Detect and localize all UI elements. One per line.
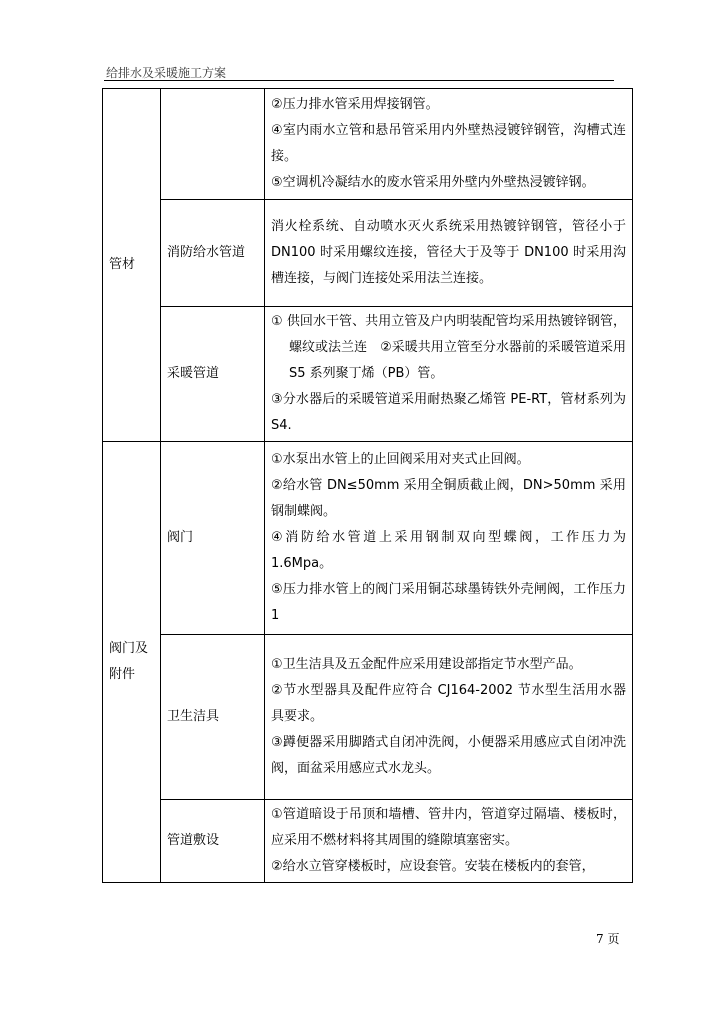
table-row	[103, 800, 633, 883]
content-cell	[265, 307, 633, 442]
content-cell	[265, 800, 633, 883]
category-cell-valves	[103, 442, 161, 883]
category-label: 管材	[109, 257, 136, 272]
content-paragraph: ③蹲便器采用脚踏式自闭冲洗阀，小便器采用感应式自闭冲洗阀，面盆采用感应式水龙头。	[271, 735, 626, 776]
content-paragraph: ③分水器后的采暖管道采用耐热聚乙烯管 PE-RT，管材系列为 S4.	[271, 392, 626, 433]
content-paragraph: 消火栓系统、自动喷水灭火系统采用热镀锌钢管，管径小于 DN100 时采用螺纹连接，管径大于及等于 DN100 时采用沟槽连接，与阀门连接处采用法兰连接。	[271, 219, 626, 286]
content-paragraph: ④消防给水管道上采用钢制双向型蝶阀，工作压力为 1.6Mpa。	[271, 530, 626, 571]
content-paragraph: ①卫生洁具及五金配件应采用建设部指定节水型产品。	[271, 657, 582, 672]
category-label: 阀门及附件	[109, 641, 149, 682]
content-cell	[265, 635, 633, 800]
table-row	[103, 89, 633, 200]
table-row	[103, 442, 633, 635]
page-number: 7 页	[596, 932, 620, 946]
document-header-title: 给排水及采暖施工方案	[106, 66, 227, 80]
subcategory-cell-pipe-laying	[161, 800, 265, 883]
content-paragraph: ②压力排水管采用焊接钢管。	[271, 97, 439, 112]
table-row	[103, 635, 633, 800]
header-rule	[104, 80, 614, 81]
subcategory-cell-sanitary	[161, 635, 265, 800]
content-cell	[265, 442, 633, 635]
content-cell	[265, 200, 633, 307]
subcategory-cell-fire-water	[161, 200, 265, 307]
content-paragraph: ①管道暗设于吊顶和墙槽、管井内，管道穿过隔墙、楼板时，应采用不燃材料将其周围的缝隙填塞密实。	[271, 807, 626, 848]
content-paragraph: ①水泵出水管上的止回阀采用对夹式止回阀。	[271, 452, 530, 467]
subcategory-label: 阀门	[167, 530, 194, 545]
table-row	[103, 200, 633, 307]
content-paragraph: ④室内雨水立管和悬吊管采用内外壁热浸镀锌钢管，沟槽式连接。	[271, 123, 626, 164]
content-paragraph: ②给水管 DN≤50mm 采用全铜质截止阀，DN>50mm 采用钢制蝶阀。	[271, 478, 626, 519]
content-paragraph: ⑤空调机冷凝结水的废水管采用外壁内外壁热浸镀锌钢。	[271, 175, 595, 190]
subcategory-label: 采暖管道	[167, 366, 220, 381]
subcategory-label: 卫生洁具	[167, 709, 220, 724]
subcategory-cell-valve	[161, 442, 265, 635]
content-paragraph: ⑤压力排水管上的阀门采用铜芯球墨铸铁外壳闸阀，工作压力 1	[271, 582, 626, 623]
spec-table	[102, 88, 633, 883]
subcategory-cell-heating-pipe	[161, 307, 265, 442]
content-paragraph: ②节水型器具及配件应符合 CJ164-2002 节水型生活用水器具要求。	[271, 683, 626, 724]
subcategory-label: 管道敷设	[167, 833, 220, 848]
category-cell-pipe	[103, 89, 161, 442]
subcategory-cell-blank	[161, 89, 265, 200]
content-cell	[265, 89, 633, 200]
table-row	[103, 307, 633, 442]
content-paragraph: ②给水立管穿楼板时，应设套管。安装在楼板内的套管，	[271, 859, 595, 874]
content-paragraph: ① 供回水干管、共用立管及户内明装配管均采用热镀锌钢管，螺纹或法兰连 ②采暖共用立管至分水器前的采暖管道采用 S5 系列聚丁烯（PB）管。	[271, 314, 626, 381]
subcategory-label: 消防给水管道	[167, 245, 246, 260]
